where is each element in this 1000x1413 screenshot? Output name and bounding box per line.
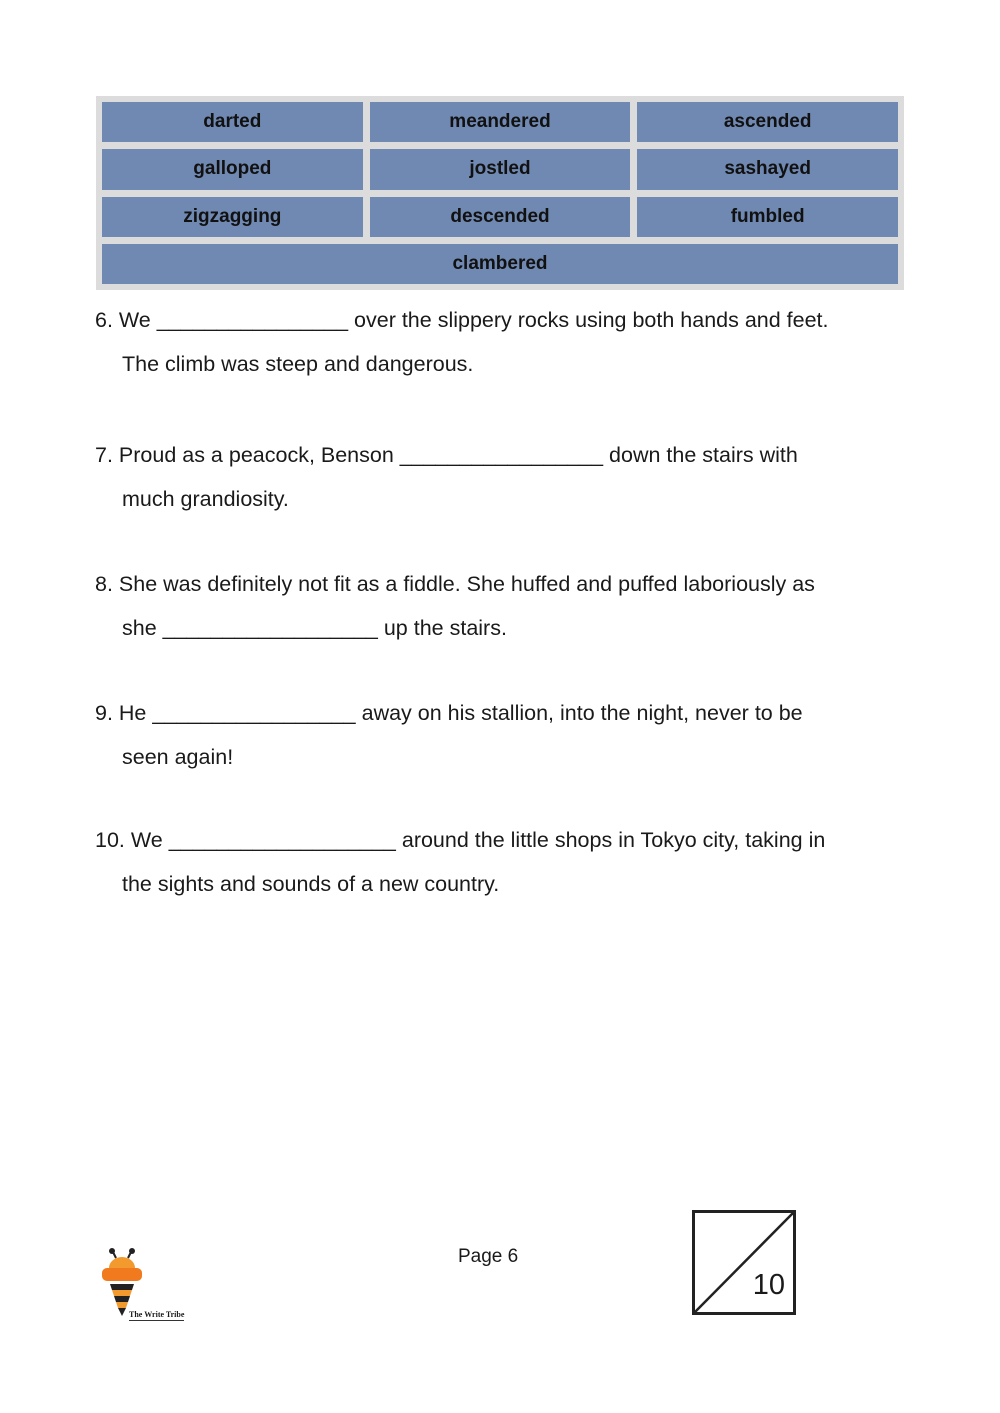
word-bank-cell: galloped [102, 149, 363, 189]
question-line-continued: seen again! [122, 744, 234, 769]
word-bank-cell: jostled [370, 149, 631, 189]
word-bank-cell: ascended [637, 102, 898, 142]
logo-text: The Write Tribe [129, 1310, 185, 1319]
word-bank-cell: darted [102, 102, 363, 142]
question-line: 10. We ___________________ around the little shops in Tokyo city, taking in [95, 828, 826, 852]
question-line-continued: she __________________ up the stairs. [122, 615, 507, 640]
page-number: Page 6 [458, 1246, 519, 1267]
question-line: 7. Proud as a peacock, Benson _________________ down the stairs with [95, 443, 798, 467]
question-7 [95, 434, 925, 521]
score-total: 10 [752, 1269, 785, 1301]
question-line-continued: the sights and sounds of a new country. [122, 871, 500, 896]
word-bank-cell: zigzagging [102, 197, 363, 237]
word-bank-cell-wide: clambered [102, 244, 898, 284]
word-bank-cell: meandered [370, 102, 631, 142]
question-6 [95, 299, 925, 386]
question-line: 6. We ________________ over the slippery rocks using both hands and feet. [95, 308, 829, 332]
score-box [692, 1210, 796, 1315]
question-line-continued: much grandiosity. [122, 486, 289, 511]
question-10 [95, 819, 925, 906]
question-line: 9. He _________________ away on his stallion, into the night, never to be [95, 701, 803, 725]
question-line: 8. She was definitely not fit as a fiddle. She huffed and puffed laboriously as [95, 572, 815, 596]
word-bank-cell: sashayed [637, 149, 898, 189]
word-bank-cell: descended [370, 197, 631, 237]
word-bank [96, 96, 904, 290]
bee-icon [98, 1248, 158, 1318]
word-bank-cell: fumbled [637, 197, 898, 237]
question-9 [95, 692, 925, 779]
the-write-tribe-logo [98, 1248, 208, 1328]
question-8 [95, 563, 925, 650]
question-line-continued: The climb was steep and dangerous. [122, 351, 474, 376]
